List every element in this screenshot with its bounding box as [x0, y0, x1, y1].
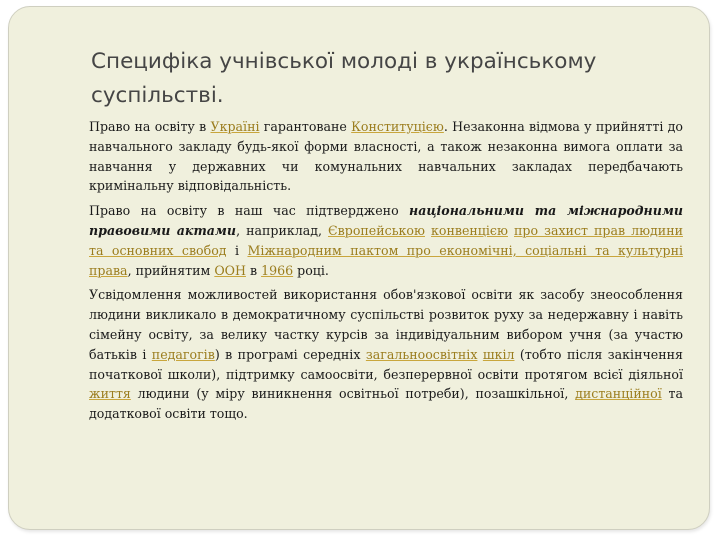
paragraph-text: в	[245, 262, 262, 278]
paragraph-text: Право на освіту в наш час підтверджено	[89, 203, 410, 219]
emphasized-text: національними та міжнародними правовими актами	[89, 203, 684, 238]
paragraph-text: , прийнятим	[127, 262, 215, 278]
inline-link[interactable]: дистанційної	[575, 386, 662, 402]
paragraph-text: , наприклад,	[236, 222, 329, 238]
inline-link[interactable]: Конституцією	[351, 119, 444, 134]
paragraph-text: Право на освіту в	[89, 119, 211, 134]
body-paragraph	[89, 285, 683, 424]
paragraph-text: та додаткової освіти тощо.	[89, 386, 683, 422]
inline-link[interactable]: загальноосвітніх	[365, 346, 478, 362]
inline-link[interactable]: Україні	[210, 119, 260, 134]
inline-link[interactable]: шкіл	[482, 346, 515, 362]
paragraph-text: році.	[293, 262, 329, 278]
paragraph-text: гарантоване	[259, 119, 352, 134]
body-paragraph	[89, 201, 683, 280]
inline-link[interactable]: педагогів	[151, 346, 215, 362]
body-paragraph	[89, 117, 683, 196]
paragraph-text: людини (у міру виникнення освітньої потреби), позашкільної,	[130, 386, 576, 402]
paragraph-text: . Незаконна відмова у прийнятті до навчального закладу будь-якої форми власності, а також незаконна вимога оплати за навчання у державних чи комунальних навчальних закладах передбачають кримінальну відповідальність.	[89, 119, 683, 194]
slide	[8, 6, 710, 530]
paragraph-text: і	[226, 242, 248, 258]
inline-link[interactable]: Міжнародним пактом про економічні, соціальні та культурні права	[89, 242, 683, 278]
inline-link[interactable]: конвенцією	[431, 222, 508, 238]
inline-link[interactable]: Європейською	[328, 222, 425, 238]
slide-body	[89, 117, 683, 429]
inline-link[interactable]: ООН	[214, 262, 246, 278]
paragraph-text: ) в програмі середніх	[214, 346, 366, 362]
inline-link[interactable]: життя	[89, 386, 131, 402]
slide-title: Специфіка учнівської молоді в українському суспільстві.	[91, 49, 597, 108]
inline-link[interactable]: 1966	[261, 262, 294, 278]
inline-link[interactable]: про захист прав людини та основних свобод	[89, 222, 683, 258]
paragraph-text: (тобто після закінчення початкової школи), підтримку самоосвіти, безперервної освіти протягом всієї діяльної	[89, 346, 683, 382]
paragraph-text: Усвідомлення можливостей використання обов'язкової освіти як засобу знеособлення людини викликало в демократичному суспільстві розвиток руху за недержавну і навіть сімейну освіту, за велику частку курсів за індивідуальним вибором учня (за участю батьків і	[89, 287, 683, 362]
